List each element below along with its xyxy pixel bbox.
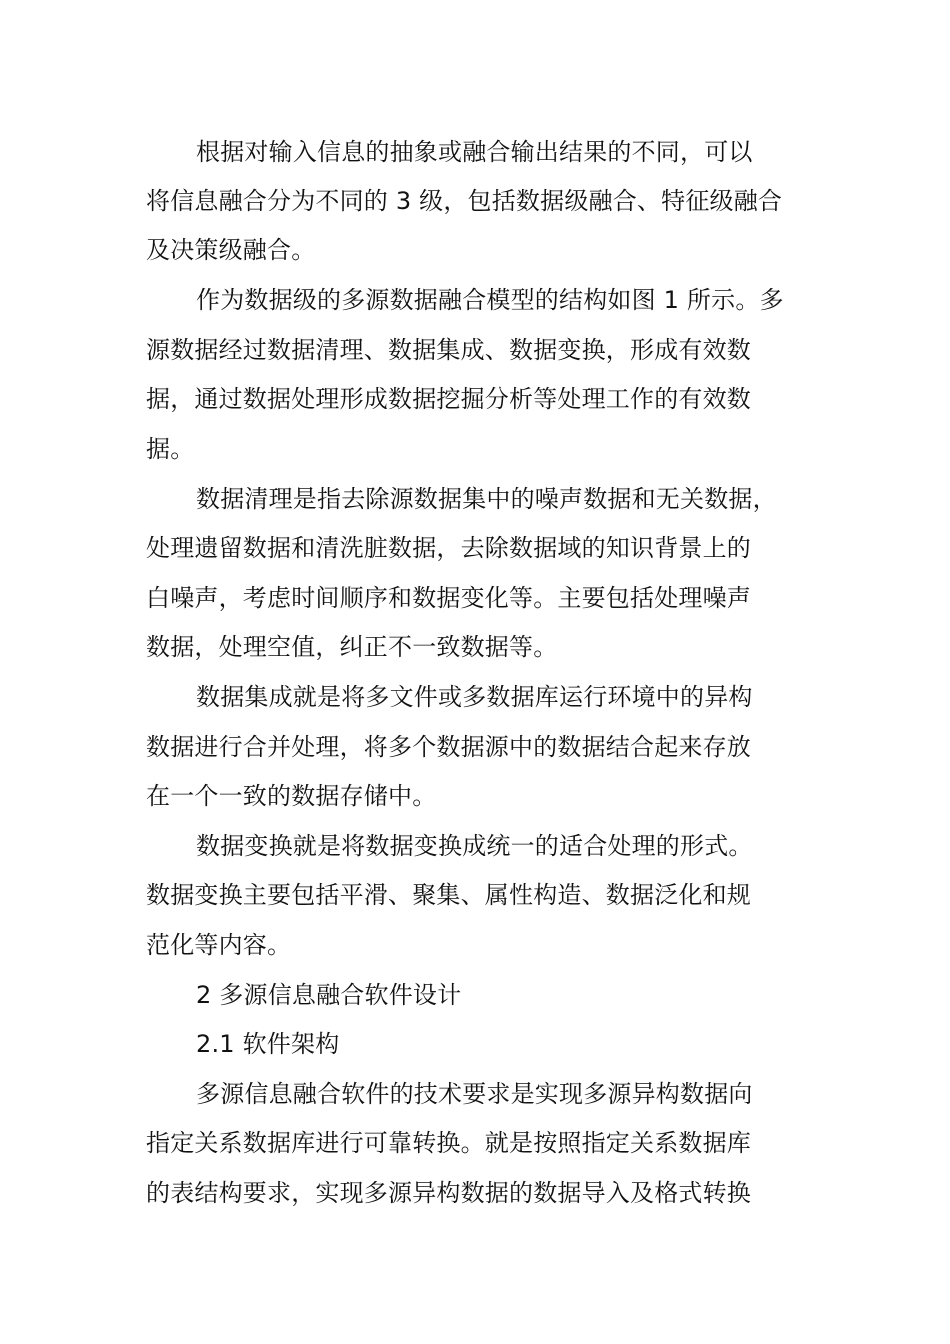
paragraph-line: 数据变换主要包括平滑、聚集、属性构造、数据泛化和规 bbox=[146, 881, 751, 909]
paragraph-line: 根据对输入信息的抽象或融合输出结果的不同，可以 bbox=[196, 138, 753, 166]
paragraph-line: 的表结构要求，实现多源异构数据的数据导入及格式转换 bbox=[146, 1179, 751, 1207]
paragraph-line: 白噪声，考虑时间顺序和数据变化等。主要包括处理噪声 bbox=[146, 584, 751, 612]
paragraph-line: 处理遗留数据和清洗脏数据，去除数据域的知识背景上的 bbox=[146, 534, 751, 562]
paragraph-line: 在一个一致的数据存储中。 bbox=[146, 782, 437, 810]
paragraph-line: 作为数据级的多源数据融合模型的结构如图 1 所示。多 bbox=[196, 286, 784, 314]
paragraph-line: 范化等内容。 bbox=[146, 931, 292, 959]
section-heading: 2 多源信息融合软件设计 bbox=[196, 981, 462, 1009]
paragraph-line: 将信息融合分为不同的 3 级，包括数据级融合、特征级融合 bbox=[146, 187, 783, 215]
paragraph-line: 数据集成就是将多文件或多数据库运行环境中的异构 bbox=[196, 683, 753, 711]
paragraph-line: 据。 bbox=[146, 435, 195, 463]
paragraph-line: 数据进行合并处理，将多个数据源中的数据结合起来存放 bbox=[146, 733, 751, 761]
paragraph-line: 及决策级融合。 bbox=[146, 236, 316, 264]
paragraph-line: 多源信息融合软件的技术要求是实现多源异构数据向 bbox=[196, 1080, 753, 1108]
paragraph-line: 据，通过数据处理形成数据挖掘分析等处理工作的有效数 bbox=[146, 385, 751, 413]
paragraph-line: 数据清理是指去除源数据集中的噪声数据和无关数据， bbox=[196, 485, 777, 513]
subsection-heading: 2.1 软件架构 bbox=[196, 1030, 340, 1058]
paragraph-line: 数据，处理空值，纠正不一致数据等。 bbox=[146, 633, 558, 661]
paragraph-line: 数据变换就是将数据变换成统一的适合处理的形式。 bbox=[196, 832, 753, 860]
paragraph-line: 源数据经过数据清理、数据集成、数据变换，形成有效数 bbox=[146, 336, 751, 364]
paragraph-line: 指定关系数据库进行可靠转换。就是按照指定关系数据库 bbox=[146, 1129, 751, 1157]
